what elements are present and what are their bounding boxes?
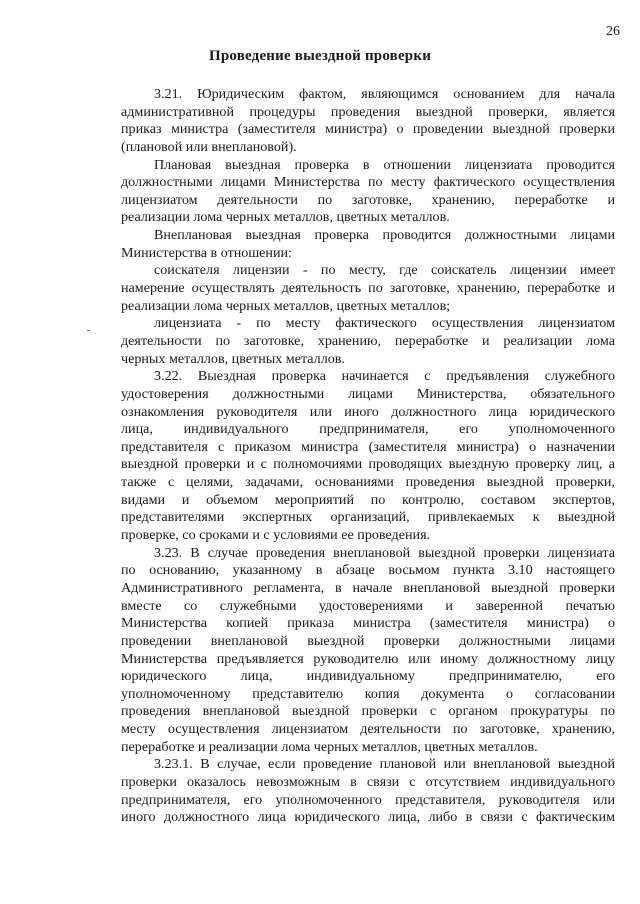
- text-line: представителя с приказом министра (заместителя министра) о назначении: [121, 438, 615, 455]
- text-line: административной процедуры проведения выездной проверки, является: [121, 103, 615, 120]
- text-line: Плановая выездная проверка в отношении лицензиата проводится: [154, 156, 615, 173]
- text-line: реализации лома черных металлов, цветных металлов;: [121, 297, 451, 314]
- text-line: вместе со служебными удостоверениями и заверенной печатью: [121, 597, 615, 614]
- paragraph-planned-inspection: [121, 157, 615, 228]
- document-body: [121, 86, 615, 827]
- text-line: 3.22. Выездная проверка начинается с предъявления служебного: [154, 368, 615, 385]
- text-line: лица, индивидуального предпринимателя, его уполномоченного: [121, 421, 615, 438]
- text-line: лицензиатом деятельности по заготовке, хранению, переработке и: [121, 191, 615, 208]
- text-line: проведения внеплановой выездной проверки с органом прокуратуры по: [121, 703, 615, 720]
- text-line: Административного регламента, в начале внеплановой выездной проверки: [121, 579, 615, 596]
- text-line: Внеплановая выездная проверка проводится должностными лицами: [154, 227, 615, 244]
- text-line: Министерства предъявляется руководителю или иному должностному лицу: [121, 650, 615, 667]
- text-line: 3.21. Юридическим фактом, являющимся основанием для начала: [154, 86, 615, 102]
- text-line: Министерства копией приказа министра (заместителя министра) о: [121, 615, 615, 632]
- text-line: проверке, со сроками и с условиями ее проведения.: [121, 527, 431, 544]
- text-line: намерение осуществлять деятельность по заготовке, хранению, переработке и: [121, 280, 615, 297]
- text-line: 3.23.1. В случае, если проведение плановой или внеплановой выездной: [154, 756, 615, 773]
- paragraph-3-23: [121, 545, 615, 757]
- text-line: также с целями, задачами, основаниями проведения выездной проверки,: [121, 474, 615, 491]
- text-line: удостоверения должностными лицами Министерства, обязательного: [121, 385, 615, 402]
- text-line: предпринимателя, его уполномоченного представителя, руководителя или: [121, 791, 615, 808]
- text-line: должностными лицами Министерства по месту фактического осуществления: [121, 174, 615, 191]
- text-line: приказ министра (заместителя министра) о проведении выездной проверки: [121, 121, 615, 138]
- paragraph-licensee: [121, 315, 615, 368]
- text-line: юридического лица, индивидуальному предпринимателю, его: [121, 668, 615, 685]
- text-line: выездной проверки и с полномочиями проводящих выездную проверку лиц, а: [121, 456, 615, 473]
- text-line: переработке и реализации лома черных металлов, цветных металлов.: [121, 738, 538, 755]
- text-line: иного должностного лица юридического лица, либо в связи с фактическим: [121, 809, 615, 826]
- text-line: по основанию, указанному в абзаце восьмом пункта 3.10 настоящего: [121, 562, 615, 579]
- page-number: 26: [606, 24, 620, 39]
- text-line: видами и объемом мероприятий по контролю, составом экспертов,: [121, 491, 615, 508]
- text-line: представителями экспертных организаций, привлекаемых к выездной: [121, 509, 615, 526]
- text-line: черных металлов, цветных металлов.: [121, 350, 345, 367]
- text-line: деятельности по заготовке, хранению, переработке и реализации лома: [121, 332, 615, 349]
- paragraph-3-21: [121, 86, 615, 157]
- paragraph-3-23-1: [121, 756, 615, 827]
- text-line: месту осуществления лицензиатом деятельности по заготовке, хранению,: [121, 721, 615, 738]
- text-line: 3.23. В случае проведения внеплановой выездной проверки лицензиата: [154, 544, 615, 561]
- text-line: проведении внеплановой выездной проверки должностными лицами: [121, 632, 615, 649]
- paragraph-unplanned-inspection: [121, 227, 615, 262]
- text-line: соискателя лицензии - по месту, где соискатель лицензии имеет: [154, 262, 615, 279]
- paragraph-license-applicant: [121, 262, 615, 315]
- paragraph-3-22: [121, 368, 615, 544]
- text-line: Министерства в отношении:: [121, 244, 292, 261]
- text-line: реализации лома черных металлов, цветных металлов.: [121, 209, 450, 226]
- text-line: уполномоченному представителю копия документа о согласовании: [121, 685, 615, 702]
- text-line: лицензиата - по месту фактического осуществления лицензиатом: [154, 315, 615, 332]
- text-line: ознакомления руководителя или иного должностного лица юридического: [121, 403, 615, 420]
- section-heading: Проведение выездной проверки: [208, 48, 432, 64]
- text-line: (плановой или внеплановой).: [121, 138, 297, 155]
- scan-artifact: [87, 330, 90, 331]
- text-line: проверки оказалось невозможным в связи с отсутствием индивидуального: [121, 773, 615, 790]
